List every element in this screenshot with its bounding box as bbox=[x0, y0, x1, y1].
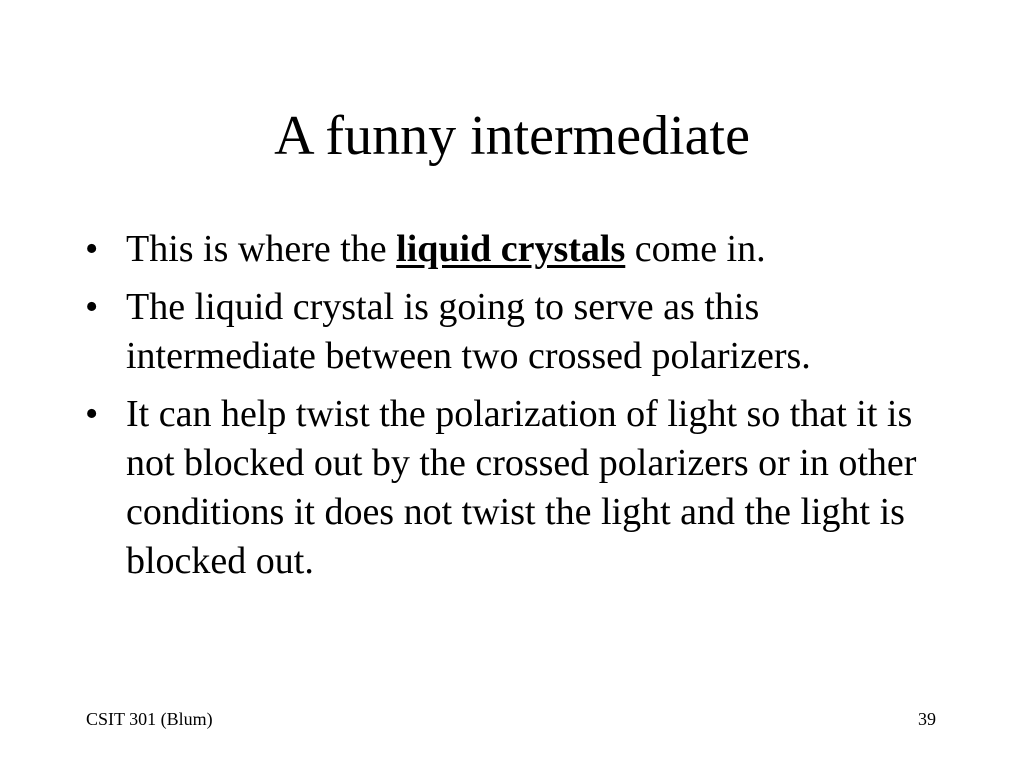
bullet-item-twist-polarization bbox=[85, 390, 945, 586]
bullet-item-intermediate bbox=[85, 283, 945, 381]
bullet-text-before: This is where the bbox=[126, 228, 397, 270]
emphasized-term: liquid crystals bbox=[396, 228, 626, 270]
bullet-marker: • bbox=[85, 228, 99, 270]
bullet-text-after: come in. bbox=[625, 228, 766, 270]
footer-page-number: 39 bbox=[918, 709, 936, 729]
bullet-marker: • bbox=[85, 286, 99, 328]
bullet-item-liquid-crystals bbox=[85, 225, 945, 274]
slide-title: A funny intermediate bbox=[274, 105, 750, 167]
bullet-marker: • bbox=[85, 393, 99, 435]
bullet-text: The liquid crystal is going to serve as this intermediate between two crossed polarizers. bbox=[126, 286, 811, 377]
bullet-list bbox=[85, 225, 945, 595]
bullet-text: It can help twist the polarization of light so that it is not blocked out by the crossed polarizers or in other conditions it does not twist the light and the light is blocked out. bbox=[126, 393, 917, 582]
footer-course: CSIT 301 (Blum) bbox=[86, 709, 213, 729]
